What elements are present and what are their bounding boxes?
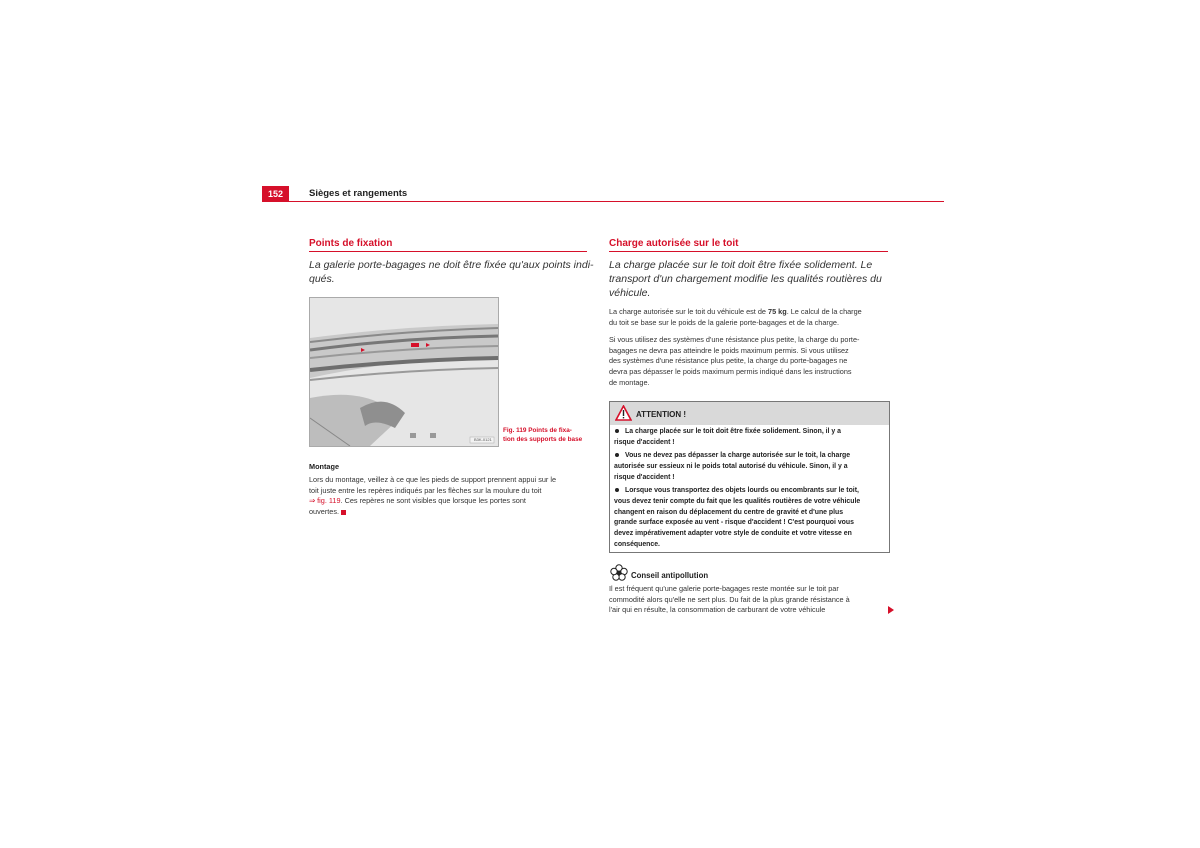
body-text: ouvertes.: [309, 507, 340, 517]
roof-illustration: [310, 298, 498, 446]
warning-line: changent en raison du déplacement du centre de gravité et d'une plus: [614, 508, 844, 516]
paragraph-charge: [609, 307, 891, 328]
warning-line: [614, 486, 885, 497]
section-heading-charge-toit: Charge autorisée sur le toit: [609, 238, 739, 249]
intro-line: qués.: [309, 273, 335, 285]
section-rule: [309, 251, 587, 252]
body-text: La charge autorisée sur le toit du véhicule est de: [609, 307, 769, 316]
eco-tip-paragraph: [609, 584, 891, 616]
body-line: [309, 507, 589, 518]
page-number: 152: [262, 186, 289, 202]
figure-roof-fixation-points: [309, 297, 499, 447]
caption-line: tion des supports de base: [503, 436, 583, 443]
body-line: devra pas dépasser le poids maximum permis indiqué dans les instructions: [609, 367, 852, 377]
warning-line: grande surface exposée au vent - risque d'accident ! C'est pourquoi vous: [614, 519, 854, 527]
body-line: bagages ne devra pas atteindre le poids maximum permis. Si vous utilisez: [609, 345, 849, 355]
bullet: [615, 453, 619, 457]
body-line: Lors du montage, veillez à ce que les pieds de support prennent appui sur le: [309, 475, 557, 484]
warning-text: La charge placée sur le toit doit être fixée solidement. Sinon, il y a: [625, 428, 841, 435]
warning-item: [614, 427, 885, 449]
body-line: [309, 496, 589, 507]
figure-code: B3K-0121: [474, 437, 492, 442]
section-rule: [609, 251, 888, 252]
warning-line: devez impérativement adapter votre style de conduite et votre vitesse en: [614, 530, 852, 538]
bullet: [615, 488, 619, 492]
body-line: l'air qui en résulte, la consommation de carburant de votre véhicule: [609, 605, 826, 615]
eco-tip-title: Conseil antipollution: [631, 571, 709, 580]
left-intro: [309, 258, 594, 286]
body-line: Il est fréquent qu'une galerie porte-bagages reste montée sur le toit par: [609, 584, 839, 593]
body-line: des systèmes d'une résistance plus petite, la charge du porte-bagages ne: [609, 356, 848, 366]
warning-header: [610, 402, 889, 425]
intro-line: transport d'un chargement modifie les qualités routières du: [609, 273, 882, 285]
chapter-title: Sièges et rangements: [309, 188, 408, 199]
warning-item: [614, 451, 885, 483]
subheading-montage: Montage: [309, 462, 339, 471]
bullet: [615, 429, 619, 433]
warning-text: Vous ne devez pas dépasser la charge autorisée sur le toit, la charge: [625, 452, 851, 459]
warning-line: conséquence.: [614, 540, 660, 548]
body-line: du toit se base sur le poids de la galerie porte-bagages et de la charge.: [609, 317, 840, 327]
warning-line: risque d'accident !: [614, 438, 675, 446]
right-intro: [609, 258, 882, 300]
intro-line: véhicule.: [609, 287, 651, 299]
continue-arrow-icon: [888, 606, 894, 614]
warning-line: [614, 427, 885, 438]
header-rule: [289, 201, 944, 202]
body-line: commodité alors qu'elle ne sert plus. Du fait de la plus grande résistance à: [609, 594, 850, 604]
body-text: . Ces repères ne sont visibles que lorsque les portes sont: [340, 496, 526, 506]
body-line: Si vous utilisez des systèmes d'une résistance plus petite, la charge du porte-: [609, 335, 860, 344]
montage-paragraph: [309, 475, 589, 518]
warning-line: [614, 451, 885, 462]
end-marker: [341, 510, 346, 515]
body-line: [609, 307, 891, 318]
warning-box: [609, 401, 890, 553]
max-load-value: 75 kg: [768, 307, 787, 316]
warning-line: vous devez tenir compte du fait que les qualités routières de votre véhicule: [614, 497, 861, 505]
caption-line: Fig. 119 Points de fixa-: [503, 427, 572, 434]
warning-triangle-icon: [615, 405, 632, 421]
section-heading-points-de-fixation: Points de fixation: [309, 238, 393, 249]
warning-line: autorisée sur essieux ni le poids total autorisé du véhicule. Sinon, il y a: [614, 462, 848, 470]
paragraph-resistance: [609, 335, 891, 389]
warning-text: Lorsque vous transportez des objets lourds ou encombrants sur le toit,: [625, 487, 859, 494]
figure-caption: [503, 426, 582, 444]
warning-item: [614, 486, 885, 551]
figure-reference-link[interactable]: ⇒ fig. 119: [309, 496, 341, 506]
body-text: . Le calcul de la charge: [786, 307, 862, 316]
warning-title: ATTENTION !: [636, 410, 687, 419]
marker-dash: [411, 343, 419, 347]
flower-eco-icon: [610, 564, 628, 581]
intro-line: La charge placée sur le toit doit être fixée solidement. Le: [609, 259, 873, 271]
warning-line: risque d'accident !: [614, 473, 675, 481]
intro-line: La galerie porte-bagages ne doit être fixée qu'aux points indi-: [309, 259, 594, 271]
body-line: toit juste entre les repères indiqués par les flèches sur la moulure du toit: [309, 485, 542, 495]
body-line: de montage.: [609, 377, 650, 387]
